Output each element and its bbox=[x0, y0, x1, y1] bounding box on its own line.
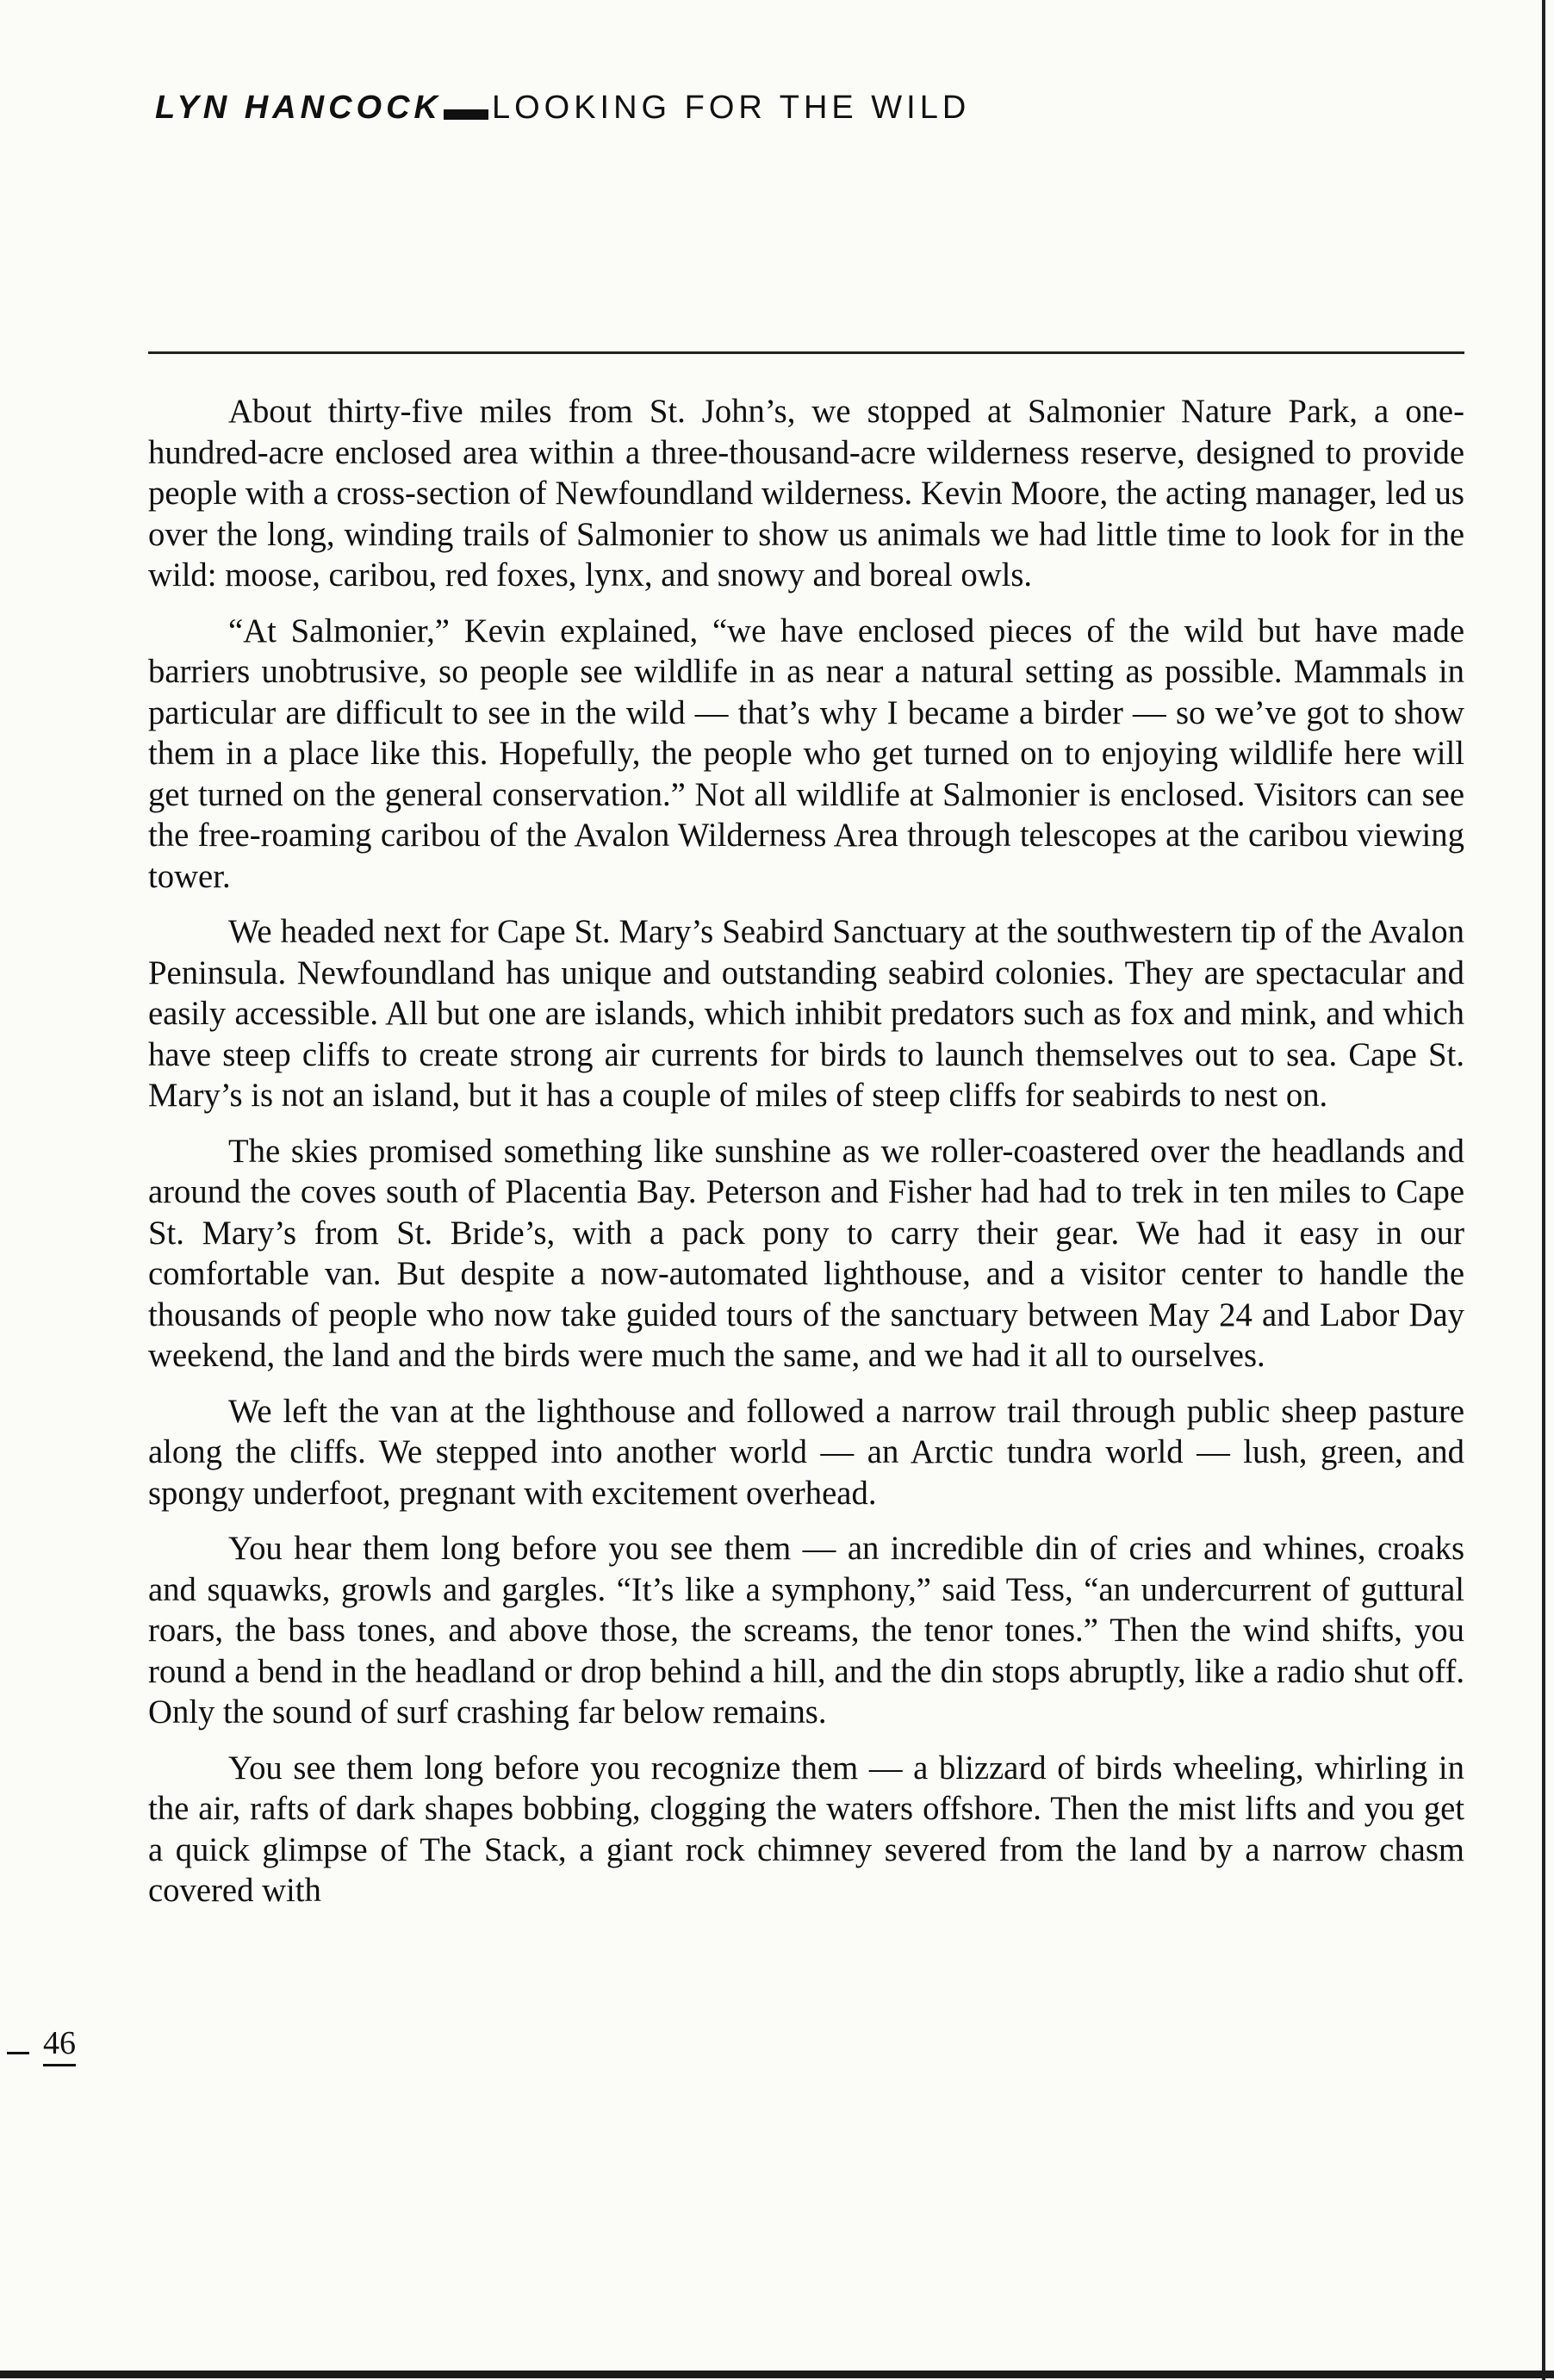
paragraph: “At Salmonier,” Kevin explained, “we have enclosed pieces of the wild but have made barriers unobtrusive, so people see wildlife in as near a natural setting as possible. Mammals in particular are difficult to see in the wild — that’s why I became a birder — so we’ve got to show them in a place like this. Hopefully, the people who get turned on to enjoying wildlife here will get turned on the general conservation.” Not all wildlife at Salmonier is enclosed. Visitors can see the free-roaming caribou of the Avalon Wilderness Area through telescopes at the caribou viewing tower. bbox=[148, 612, 1464, 895]
running-head-author: LYN HANCOCK bbox=[155, 90, 442, 126]
paragraph: You see them long before you recognize them — a blizzard of birds wheeling, whirling in the air, rafts of dark shapes bobbing, clogging the waters offshore. Then the mist lifts and you get a quick glimpse of The Stack, a giant rock chimney severed from the land by a narrow chasm covered with bbox=[148, 1749, 1464, 1909]
header-rule bbox=[148, 351, 1464, 354]
paragraph: We left the van at the lighthouse and followed a narrow trail through public sheep pasture along the cliffs. We stepped into another world — an Arctic tundra world — lush, green, and spongy underfoot, pregnant with excitement overhead. bbox=[148, 1393, 1464, 1512]
running-head-title: LOOKING FOR THE WILD bbox=[491, 90, 971, 126]
paragraph: The skies promised something like sunshine as we roller-coastered over the headlands and around the coves south of Placentia Bay. Peterson and Fisher had had to trek in ten miles to Cape St. Mary’s from St. Bride’s, with a pack pony to carry their gear. We had it easy in our comfortable van. But despite a now-automated lighthouse, and a visitor center to handle the thousands of people who now take guided tours of the sanctuary between May 24 and Labor Day weekend, the land and the birds were much the same, and we had it all to ourselves. bbox=[148, 1133, 1464, 1374]
page-edge-right bbox=[1542, 0, 1545, 2380]
paragraph: We headed next for Cape St. Mary’s Seabird Sanctuary at the southwestern tip of the Avalon Peninsula. Newfoundland has unique and outstanding seabird colonies. They are spectacular and easily accessible. All but one are islands, which inhibit predators such as fox and mink, and which have steep cliffs to create strong air currents for birds to launch themselves out to sea. Cape St. Mary’s is not an island, but it has a couple of miles of steep cliffs for seabirds to nest on. bbox=[148, 914, 1464, 1114]
body-text bbox=[148, 392, 1464, 1927]
running-head-separator bbox=[444, 109, 488, 120]
page-number: 46 bbox=[43, 2024, 76, 2066]
running-head bbox=[155, 90, 970, 127]
page-edge-bottom bbox=[0, 2371, 1554, 2378]
paragraph: About thirty-five miles from St. John’s, we stopped at Salmonier Nature Park, a one-hundred-acre enclosed area within a three-thousand-acre wilderness reserve, designed to provide people with a cross-section of Newfoundland wilderness. Kevin Moore, the acting manager, led us over the long, winding trails of Salmonier to show us animals we had little time to look for in the wild: moose, caribou, red foxes, lynx, and snowy and boreal owls. bbox=[148, 394, 1464, 593]
paragraph: You hear them long before you see them — an incredible din of cries and whines, croaks and squawks, growls and gargles. “It’s like a symphony,” said Tess, “an undercurrent of guttural roars, the bass tones, and above those, the screams, the tenor tones.” Then the wind shifts, you round a bend in the headland or drop behind a hill, and the din stops abruptly, like a radio shut off. Only the sound of surf crashing far below remains. bbox=[148, 1531, 1464, 1731]
folio-tick bbox=[7, 2052, 29, 2054]
